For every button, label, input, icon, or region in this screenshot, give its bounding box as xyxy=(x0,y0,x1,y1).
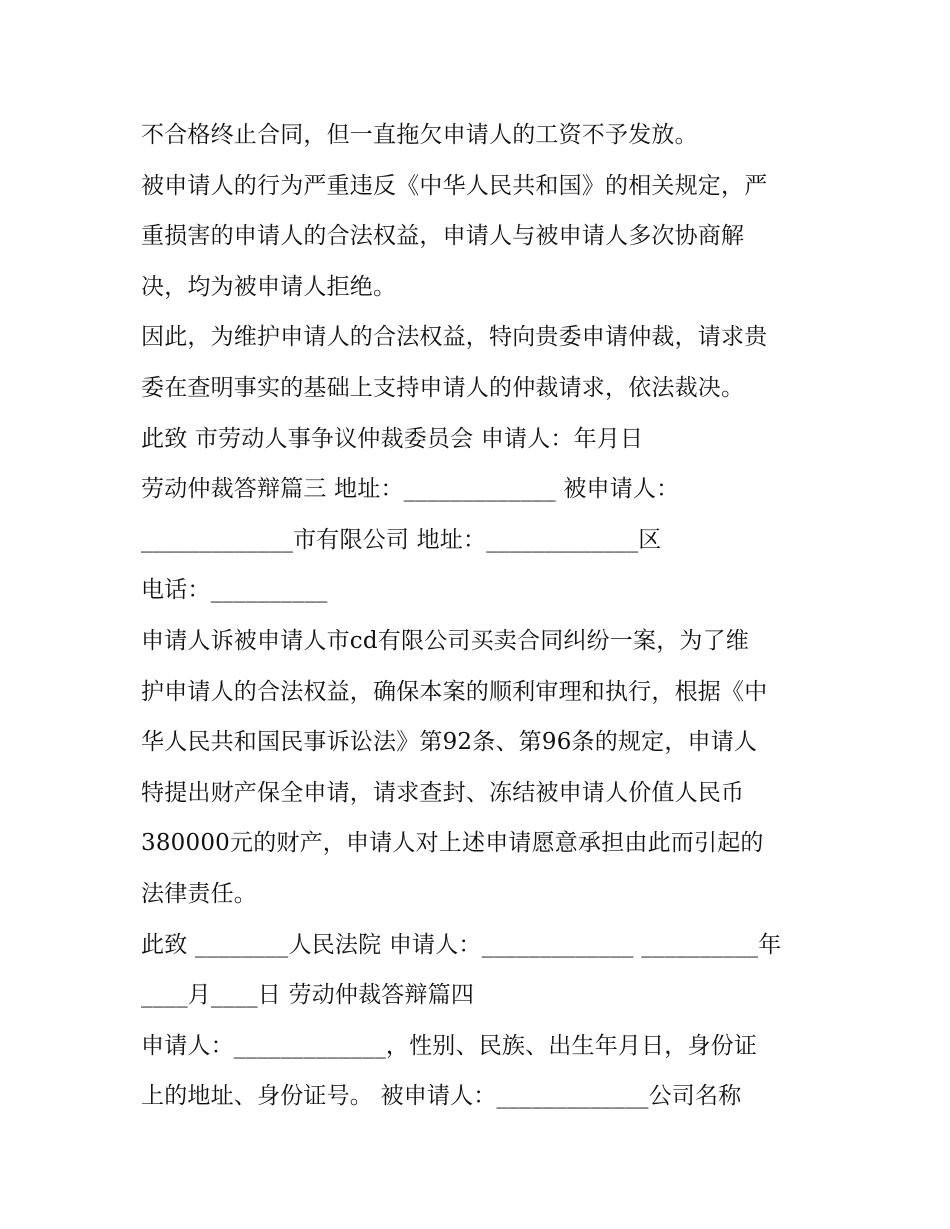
text-line: 因此，为维护申请人的合法权益，特向贵委申请仲裁，请求贵 xyxy=(141,324,768,351)
text-line: 被申请人的行为严重违反《中华人民共和国》的相关规定，严 xyxy=(141,172,768,199)
text-line: 上的地址、身份证号。 被申请人：_____________公司名称 xyxy=(141,1083,742,1110)
text-line: 申请人：_____________，性别、民族、出生年月日，身份证 xyxy=(141,1032,758,1059)
document-body xyxy=(141,110,831,1122)
text-line: 决，均为被申请人拒绝。 xyxy=(141,273,397,300)
text-line: 此致 市劳动人事争议仲裁委员会 申请人：年月日 xyxy=(141,425,644,452)
text-line: 重损害的申请人的合法权益，申请人与被申请人多次协商解 xyxy=(141,223,745,250)
text-line: 申请人诉被申请人市cd有限公司买卖合同纠纷一案，为了维 xyxy=(141,627,750,654)
text-line: 法律责任。 xyxy=(141,880,257,907)
text-line: 华人民共和国民事诉讼法》第92条、第96条的规定，申请人 xyxy=(141,729,758,756)
text-line: 委在查明事实的基础上支持申请人的仲裁请求，依法裁决。 xyxy=(141,374,745,401)
text-line: 380000元的财产，申请人对上述申请愿意承担由此而引起的 xyxy=(141,830,764,857)
text-line: _____________市有限公司 地址：_____________区 xyxy=(141,526,662,553)
text-line: 电话：__________ xyxy=(141,577,328,604)
text-line: 此致 ________人民法院 申请人：_____________ __________年 xyxy=(141,931,782,958)
text-line: 劳动仲裁答辩篇三 地址：_____________ 被申请人： xyxy=(141,476,680,503)
text-line: 不合格终止合同，但一直拖欠申请人的工资不予发放。 xyxy=(141,122,698,148)
text-line: 特提出财产保全申请，请求查封、冻结被申请人价值人民币 xyxy=(141,779,745,806)
text-line: ____月____日 劳动仲裁答辩篇四 xyxy=(141,982,475,1009)
text-line: 护申请人的合法权益，确保本案的顺利审理和执行，根据《中 xyxy=(141,678,768,705)
